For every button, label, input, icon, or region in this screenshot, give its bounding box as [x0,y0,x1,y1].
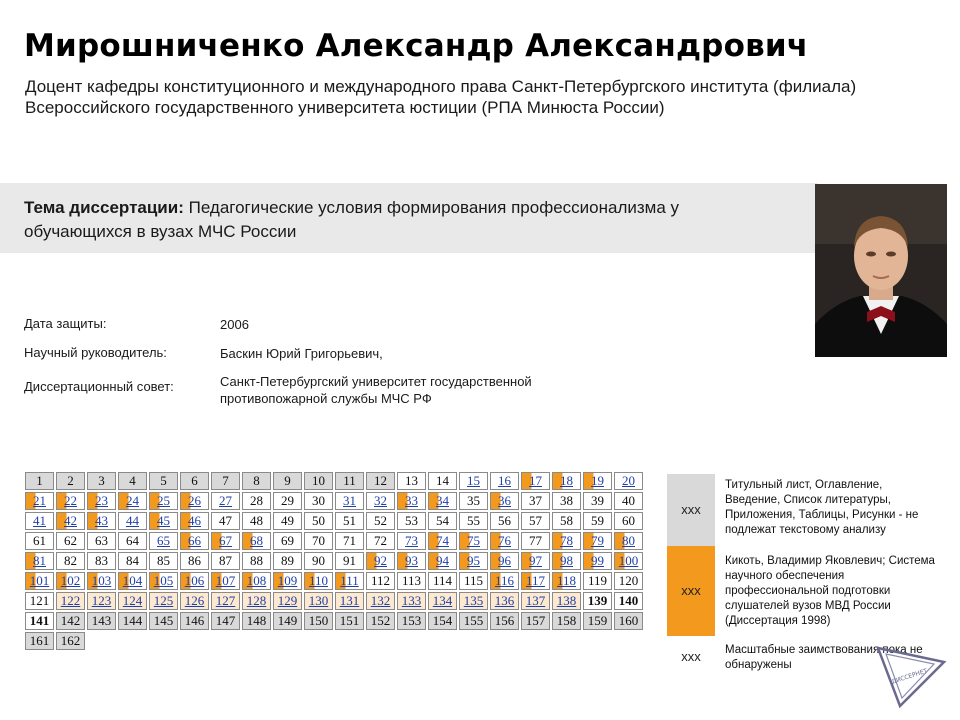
page-cell: 119 [583,572,612,590]
page-cell: 29 [273,492,302,510]
page-cell: 4 [118,472,147,490]
page-cell: 38 [552,492,581,510]
advisor-row [24,345,383,361]
page-cell[interactable]: 32 [366,492,395,510]
page-cell: 90 [304,552,333,570]
page-cell[interactable]: 65 [149,532,178,550]
council-label: Диссертационный совет: [24,379,174,394]
page-cell: 54 [428,512,457,530]
page-cell: 52 [366,512,395,530]
page-cell: 89 [273,552,302,570]
page-cell[interactable]: 67 [211,532,240,550]
defense-value: 2006 [220,317,249,332]
page-cell[interactable]: 98 [552,552,581,570]
page-cell[interactable]: 133 [397,592,426,610]
dissertation-topic [24,196,784,244]
page-cell: 87 [211,552,240,570]
page-cell[interactable]: 101 [25,572,54,590]
page-cell: 51 [335,512,364,530]
page-cell[interactable]: 66 [180,532,209,550]
page-cell: 11 [335,472,364,490]
page-cell[interactable]: 129 [273,592,302,610]
page-cell: 47 [211,512,240,530]
page-cell[interactable]: 16 [490,472,519,490]
page-cell: 142 [56,612,85,630]
page-cell: 64 [118,532,147,550]
page-cell: 143 [87,612,116,630]
page-cell[interactable]: 104 [118,572,147,590]
advisor-label: Научный руководитель: [24,345,167,360]
page-cell: 6 [180,472,209,490]
page-cell: 115 [459,572,488,590]
page-cell: 149 [273,612,302,630]
page-row [25,612,643,630]
page-map-table [23,470,645,652]
page-cell: 152 [366,612,395,630]
page-cell: 151 [335,612,364,630]
page-cell: 154 [428,612,457,630]
page-cell: 40 [614,492,643,510]
page-cell[interactable]: 43 [87,512,116,530]
page-cell[interactable]: 123 [87,592,116,610]
page-cell[interactable]: 100 [614,552,643,570]
page-cell[interactable]: 97 [521,552,550,570]
page-cell[interactable]: 131 [335,592,364,610]
legend-text-orange: Кикоть, Владимир Яковлевич; Система научного обеспечения профессиональной подготовки слушателей вузов МВД России (Диссертация 1998) [725,555,935,627]
page-cell[interactable]: 135 [459,592,488,610]
page-cell: 161 [25,632,54,650]
page-cell: 148 [242,612,271,630]
page-cell: 60 [614,512,643,530]
page-cell: 69 [273,532,302,550]
page-cell[interactable]: 23 [87,492,116,510]
page-cell[interactable]: 111 [335,572,364,590]
page-cell[interactable]: 116 [490,572,519,590]
page-cell[interactable]: 15 [459,472,488,490]
page-row [25,632,643,650]
page-cell[interactable]: 79 [583,532,612,550]
page-cell: 139 [583,592,612,610]
page-cell: 82 [56,552,85,570]
page-cell[interactable]: 76 [490,532,519,550]
page-cell[interactable]: 118 [552,572,581,590]
page-cell: 58 [552,512,581,530]
page-cell[interactable]: 73 [397,532,426,550]
page-cell: 1 [25,472,54,490]
dissertation-label: Тема диссертации: [24,198,184,217]
page-cell: 3 [87,472,116,490]
page-cell: 77 [521,532,550,550]
page-cell: 57 [521,512,550,530]
page-cell: 70 [304,532,333,550]
page-cell: 55 [459,512,488,530]
page-cell[interactable]: 44 [118,512,147,530]
page-cell[interactable]: 78 [552,532,581,550]
defense-row [24,316,249,332]
page-cell: 2 [56,472,85,490]
page-row [25,512,643,530]
page-cell[interactable]: 21 [25,492,54,510]
page-cell[interactable]: 22 [56,492,85,510]
page-cell[interactable]: 137 [521,592,550,610]
page-cell[interactable]: 138 [552,592,581,610]
page-cell: 86 [180,552,209,570]
page-cell[interactable]: 122 [56,592,85,610]
page-cell[interactable]: 132 [366,592,395,610]
page-cell: 48 [242,512,271,530]
page-cell[interactable]: 68 [242,532,271,550]
council-value: Санкт-Петербургский университет государственной противопожарной службы МЧС РФ [220,374,532,406]
page-cell: 12 [366,472,395,490]
page-cell[interactable]: 126 [180,592,209,610]
legend-text-white: Масштабные заимствования пока не обнаружены [725,644,923,671]
page-cell: 13 [397,472,426,490]
legend-box-orange: xxx [667,546,715,636]
page-cell[interactable]: 20 [614,472,643,490]
page-cell: 150 [304,612,333,630]
page-cell: 72 [366,532,395,550]
author-photo [815,184,947,357]
page-cell[interactable]: 18 [552,472,581,490]
page-cell[interactable]: 105 [149,572,178,590]
page-cell[interactable]: 42 [56,512,85,530]
page-cell: 91 [335,552,364,570]
page-row [25,552,643,570]
page-cell: 140 [614,592,643,610]
page-cell: 5 [149,472,178,490]
page-cell: 114 [428,572,457,590]
page-cell[interactable]: 80 [614,532,643,550]
page-cell[interactable]: 81 [25,552,54,570]
page-cell: 7 [211,472,240,490]
page-cell: 145 [149,612,178,630]
page-cell[interactable]: 110 [304,572,333,590]
page-cell: 156 [490,612,519,630]
page-cell[interactable]: 19 [583,472,612,490]
page-cell[interactable]: 134 [428,592,457,610]
page-cell: 113 [397,572,426,590]
page-cell[interactable]: 45 [149,512,178,530]
page-cell[interactable]: 75 [459,532,488,550]
svg-text:ДИССЕРНЕТ: ДИССЕРНЕТ [890,667,929,686]
page-cell[interactable]: 92 [366,552,395,570]
page-cell: 120 [614,572,643,590]
page-cell[interactable]: 128 [242,592,271,610]
page-cell: 153 [397,612,426,630]
page-cell[interactable]: 127 [211,592,240,610]
page-cell: 10 [304,472,333,490]
page-cell[interactable]: 36 [490,492,519,510]
page-cell[interactable]: 34 [428,492,457,510]
page-row [25,472,643,490]
advisor-value: Баскин Юрий Григорьевич, [220,346,383,361]
page-cell[interactable]: 108 [242,572,271,590]
page-row [25,572,643,590]
page-cell: 141 [25,612,54,630]
page-cell[interactable]: 103 [87,572,116,590]
page-cell[interactable]: 74 [428,532,457,550]
page-row [25,592,643,610]
page-cell[interactable]: 124 [118,592,147,610]
page-cell: 155 [459,612,488,630]
page-cell[interactable]: 93 [397,552,426,570]
page-cell[interactable]: 106 [180,572,209,590]
page-cell: 39 [583,492,612,510]
page-cell[interactable]: 96 [490,552,519,570]
page-cell: 146 [180,612,209,630]
page-cell[interactable]: 136 [490,592,519,610]
dissernet-stamp-logo [870,640,950,712]
page-cell[interactable]: 102 [56,572,85,590]
position-subtitle: Доцент кафедры конституционного и международного права Санкт-Петербургского института (филиала) Всероссийского государственного университета юстиции (РПА Минюста России) [25,77,857,117]
page-cell: 159 [583,612,612,630]
page-cell[interactable]: 46 [180,512,209,530]
page-title: Мирошниченко Александр Александрович [24,28,809,64]
page-cell[interactable]: 17 [521,472,550,490]
page-cell: 144 [118,612,147,630]
page-cell: 61 [25,532,54,550]
page-cell[interactable]: 109 [273,572,302,590]
page-cell[interactable]: 25 [149,492,178,510]
page-cell: 53 [397,512,426,530]
page-cell: 158 [552,612,581,630]
page-cell: 30 [304,492,333,510]
page-cell[interactable]: 94 [428,552,457,570]
page-row [25,492,643,510]
page-cell: 112 [366,572,395,590]
page-cell[interactable]: 33 [397,492,426,510]
page-cell: 162 [56,632,85,650]
council-row [24,379,174,394]
page-cell: 147 [211,612,240,630]
legend-text-gray: Титульный лист, Оглавление, Введение, Список литературы, Приложения, Таблицы, Рисунки - не подлежат текстовому анализу [725,479,919,536]
page-cell: 83 [87,552,116,570]
page-cell: 8 [242,472,271,490]
legend-box-gray: xxx [667,474,715,546]
page-cell[interactable]: 27 [211,492,240,510]
defense-label: Дата защиты: [24,316,107,331]
page-cell: 84 [118,552,147,570]
page-cell[interactable]: 117 [521,572,550,590]
page-cell: 62 [56,532,85,550]
page-row [25,532,643,550]
page-cell[interactable]: 24 [118,492,147,510]
page-cell: 9 [273,472,302,490]
page-cell: 157 [521,612,550,630]
legend-box-white: xxx [667,640,715,674]
page-cell: 49 [273,512,302,530]
page-cell: 50 [304,512,333,530]
page-cell: 121 [25,592,54,610]
page-cell: 14 [428,472,457,490]
page-cell[interactable]: 26 [180,492,209,510]
page-cell[interactable]: 130 [304,592,333,610]
page-cell[interactable]: 125 [149,592,178,610]
page-cell: 85 [149,552,178,570]
page-cell[interactable]: 41 [25,512,54,530]
page-cell: 63 [87,532,116,550]
page-cell: 88 [242,552,271,570]
page-cell[interactable]: 99 [583,552,612,570]
page-cell: 37 [521,492,550,510]
page-cell: 35 [459,492,488,510]
page-cell: 71 [335,532,364,550]
page-cell[interactable]: 95 [459,552,488,570]
dissertation-title: Педагогические условия формирования профессионализма у обучающихся в вузах МЧС России [24,198,680,241]
page-cell: 160 [614,612,643,630]
page-cell: 28 [242,492,271,510]
page-cell[interactable]: 107 [211,572,240,590]
page-cell: 59 [583,512,612,530]
page-cell[interactable]: 31 [335,492,364,510]
page-cell: 56 [490,512,519,530]
